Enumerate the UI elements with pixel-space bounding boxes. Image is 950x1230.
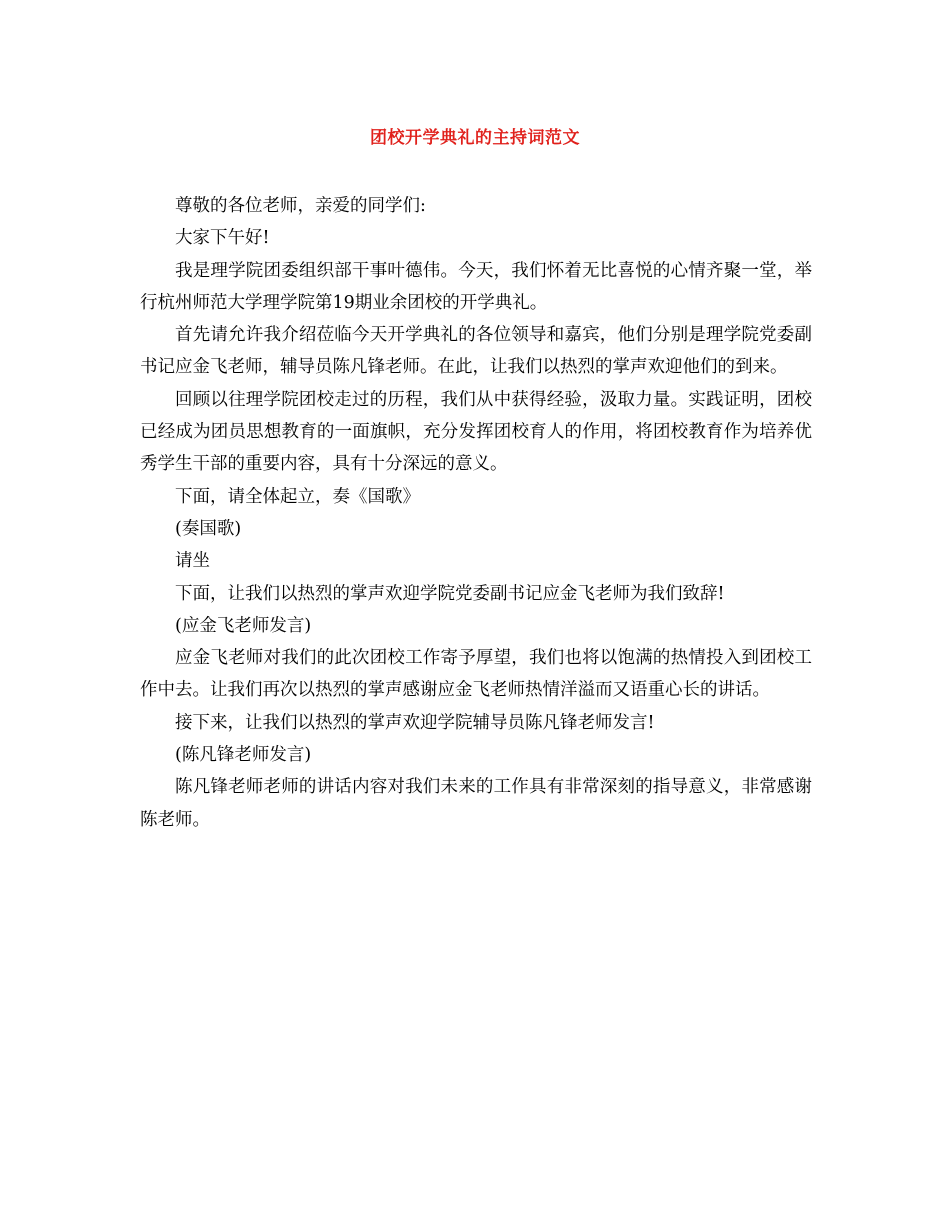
- document-title: 团校开学典礼的主持词范文: [370, 128, 580, 148]
- paragraph-anthem: (奏国歌): [175, 518, 242, 539]
- paragraph-thanks-ying: 应金飞老师对我们的此次团校工作寄予厚望，我们也将以饱满的热情投入到团校工作中去。让我们再次以热烈的掌声感谢应金飞老师热情洋溢而又语重心长的讲话。: [140, 648, 812, 701]
- paragraph-chen-speech: (陈凡锋老师发言): [175, 745, 312, 766]
- paragraph-guests: 首先请允许我介绍莅临今天开学典礼的各位领导和嘉宾，他们分别是理学院党委副书记应金飞老师，辅导员陈凡锋老师。在此，让我们以热烈的掌声欢迎他们的到来。: [140, 325, 812, 378]
- paragraph-good-afternoon: 大家下午好!: [175, 228, 270, 249]
- document-body: [140, 190, 812, 836]
- paragraph-welcome-chen: 接下来，让我们以热烈的掌声欢迎学院辅导员陈凡锋老师发言!: [175, 712, 655, 733]
- paragraph-thanks-chen: 陈凡锋老师老师的讲话内容对我们未来的工作具有非常深刻的指导意义，非常感谢陈老师。: [140, 777, 812, 830]
- paragraph-welcome-ying: 下面，让我们以热烈的掌声欢迎学院党委副书记应金飞老师为我们致辞!: [175, 583, 725, 604]
- paragraph-review: 回顾以往理学院团校走过的历程，我们从中获得经验，汲取力量。实践证明，团校已经成为团员思想教育的一面旗帜，充分发挥团校育人的作用，将团校教育作为培养优秀学生干部的重要内容，具有十分深远的意义。: [140, 389, 812, 475]
- paragraph-be-seated: 请坐: [175, 551, 210, 572]
- paragraph-greeting: 尊敬的各位老师，亲爱的同学们:: [175, 196, 426, 216]
- paragraph-introduction: 我是理学院团委组织部干事叶德伟。今天，我们怀着无比喜悦的心情齐聚一堂，举行杭州师范大学理学院第19期业余团校的开学典礼。: [140, 260, 812, 313]
- paragraph-anthem-call: 下面，请全体起立，奏《国歌》: [175, 486, 420, 507]
- paragraph-ying-speech: (应金飞老师发言): [175, 615, 312, 636]
